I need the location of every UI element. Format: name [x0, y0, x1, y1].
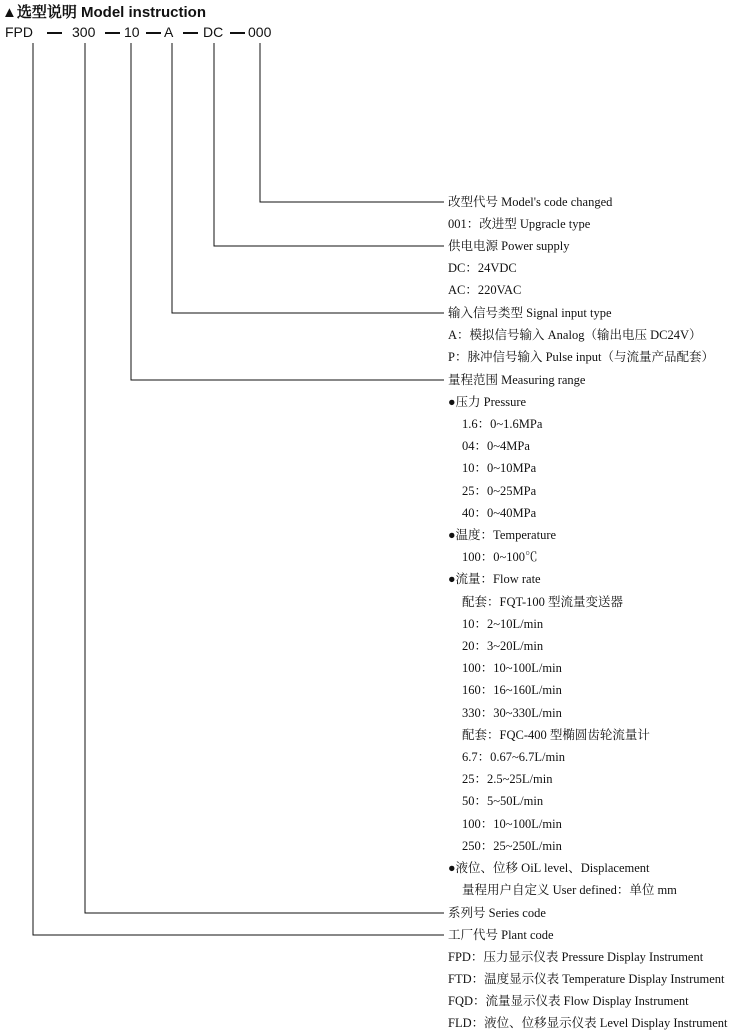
row-range-item: 100：10~100L/min: [462, 817, 562, 831]
row-level-displacement: ●液位、位移 OiL level、Displacement: [448, 861, 650, 875]
code-model-change: 000: [248, 24, 272, 40]
row-range-item: 160：16~160L/min: [462, 683, 562, 697]
row-range-item: 330：30~330L/min: [462, 706, 562, 720]
row-range-item: 10：0~10MPa: [462, 461, 537, 475]
row-range-item: 100：10~100L/min: [462, 661, 562, 675]
row-measuring-range: 量程范围 Measuring range: [448, 373, 586, 387]
row-range-item: 04：0~4MPa: [462, 439, 530, 453]
connector-series-code: [85, 43, 444, 913]
row-pressure: ●压力 Pressure: [448, 395, 527, 409]
row-range-item: 25：0~25MPa: [462, 484, 537, 498]
connector-plant-code: [33, 43, 444, 935]
row-ac: AC：220VAC: [448, 283, 522, 297]
row-range-item: 25：2.5~25L/min: [462, 772, 553, 786]
row-series-code: 系列号 Series code: [448, 906, 546, 920]
connector-measuring-range: [131, 43, 444, 380]
row-flow-matching: 配套：FQT-100 型流量变送器: [462, 595, 624, 609]
row-plant-code: 工厂代号 Plant code: [448, 928, 554, 942]
row-range-item: 10：2~10L/min: [462, 617, 544, 631]
connector-model-change: [260, 43, 444, 202]
code-power: DC: [203, 24, 224, 40]
row-flow-rate: ●流量：Flow rate: [448, 572, 541, 586]
row-pulse: P：脉冲信号输入 Pulse input（与流量产品配套）: [448, 350, 714, 364]
row-temperature: ●温度：Temperature: [448, 528, 557, 542]
code-plant: FPD: [5, 24, 33, 40]
code-range: 10: [124, 24, 140, 40]
row-signal-input: 输入信号类型 Signal input type: [448, 306, 612, 320]
connector-power-supply: [214, 43, 444, 246]
row-user-defined: 量程用户自定义 User defined：单位 mm: [462, 883, 677, 897]
row-range-item: 20：3~20L/min: [462, 639, 544, 653]
row-model-code: 改型代号 Model's code changed: [448, 195, 613, 209]
row-dc: DC：24VDC: [448, 261, 517, 275]
connector-signal-input: [172, 43, 444, 313]
row-range-item: 250：25~250L/min: [462, 839, 562, 853]
code-series: 300: [72, 24, 96, 40]
row-range-item: 100：0~100℃: [462, 550, 538, 564]
row-range-item: 40：0~40MPa: [462, 506, 537, 520]
row-analog: A：模拟信号输入 Analog（输出电压 DC24V）: [448, 328, 702, 342]
row-fpd: FPD：压力显示仪表 Pressure Display Instrument: [448, 950, 704, 964]
row-fld: FLD：液位、位移显示仪表 Level Display Instrument: [448, 1016, 728, 1030]
row-ftd: FTD：温度显示仪表 Temperature Display Instrument: [448, 972, 725, 986]
page-title: ▲选型说明 Model instruction: [2, 4, 207, 21]
row-range-item: 6.7：0.67~6.7L/min: [462, 750, 565, 764]
row-flow-matching: 配套：FQC-400 型椭圆齿轮流量计: [462, 728, 650, 742]
code-signal: A: [164, 24, 174, 40]
row-range-item: 50：5~50L/min: [462, 794, 544, 808]
row-fqd: FQD：流量显示仪表 Flow Display Instrument: [448, 994, 689, 1008]
row-upgrade-type: 001：改进型 Upgracle type: [448, 217, 591, 231]
row-range-item: 1.6：0~1.6MPa: [462, 417, 543, 431]
row-power-supply: 供电电源 Power supply: [448, 239, 570, 253]
